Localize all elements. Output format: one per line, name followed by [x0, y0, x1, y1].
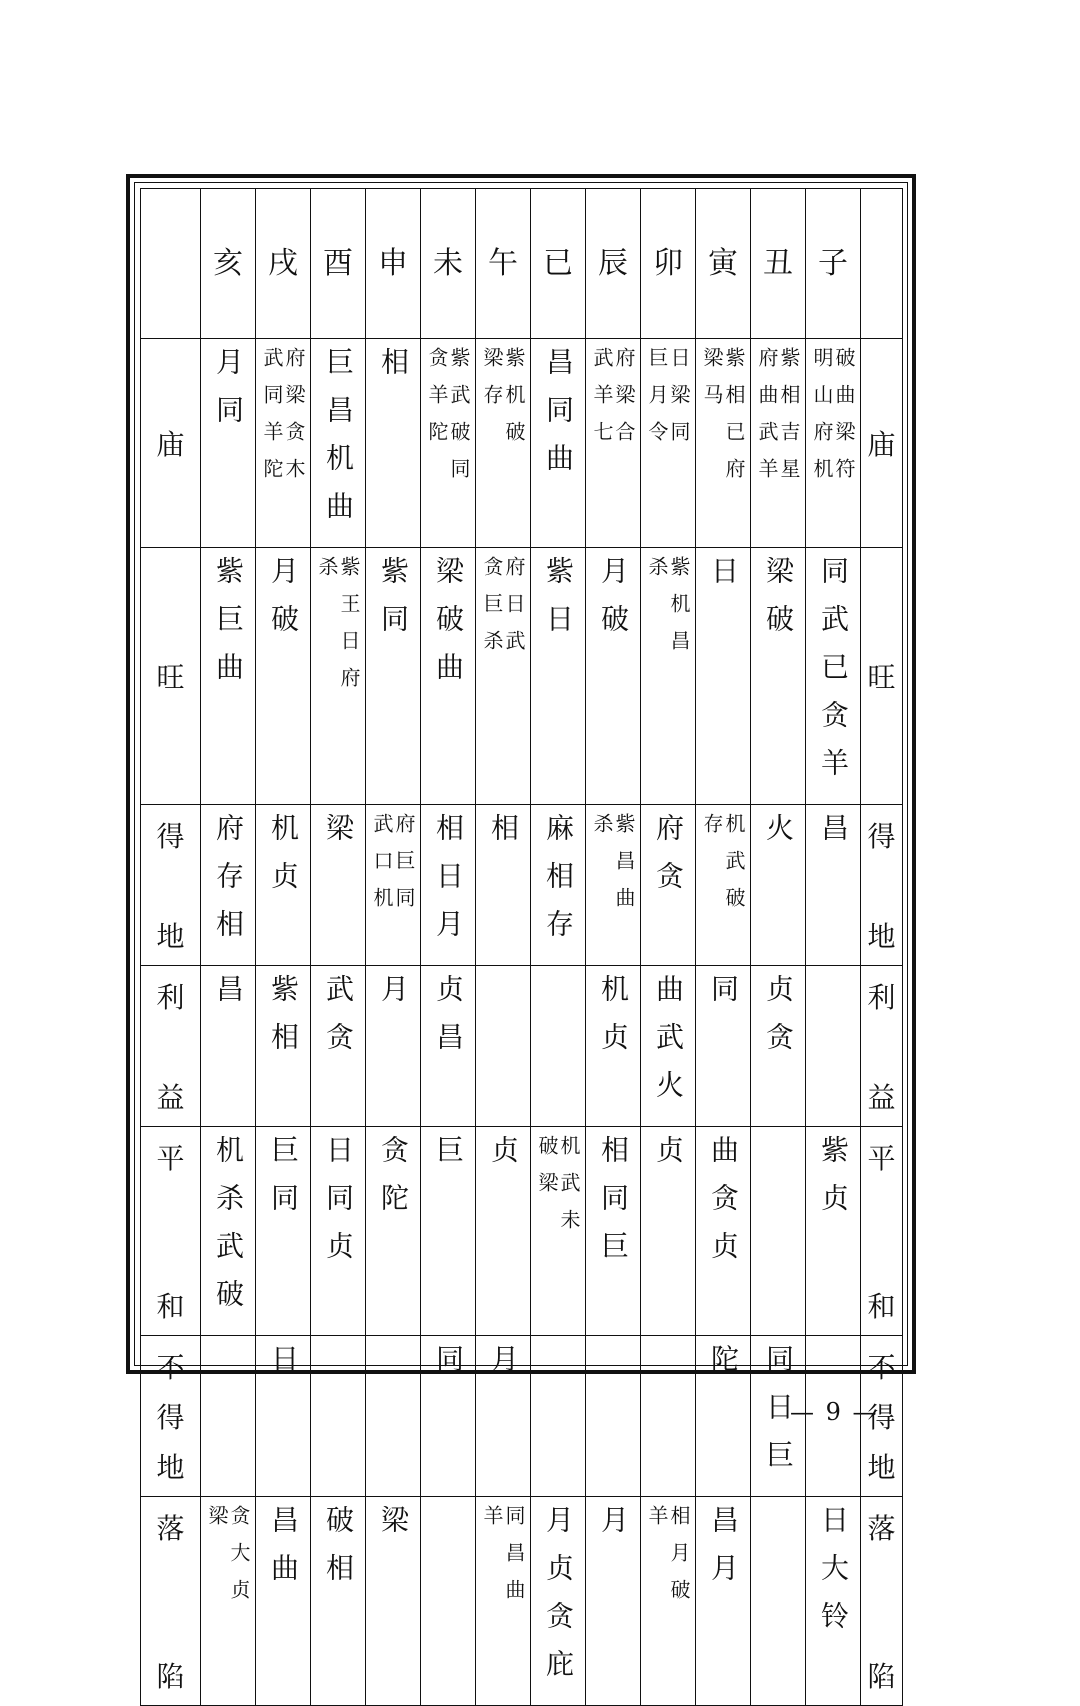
table-cell [806, 966, 861, 1127]
table-cell [751, 548, 806, 805]
row-label-cell [141, 1127, 201, 1336]
row-label-cell [861, 1127, 903, 1336]
cell-text: 昌同曲 [542, 347, 575, 491]
row-label-char: 陷 [867, 1660, 896, 1693]
cell-text: 日同贞 [322, 1135, 355, 1279]
cell-text: 麻相存 [542, 813, 575, 957]
cell-text: 贪巨杀 [480, 556, 504, 667]
table-cell [641, 548, 696, 805]
row-label [861, 966, 902, 1126]
cell-text: 紫机昌 [667, 556, 691, 667]
row-label-char: 庙 [156, 428, 185, 461]
cell-text: 杀 [645, 556, 669, 593]
cell-text: 梁破曲 [432, 556, 465, 700]
table-cell [476, 548, 531, 805]
table-cell [641, 966, 696, 1127]
row-label-char: 利 [867, 981, 896, 1014]
table-cell [696, 339, 751, 548]
branch-header: 亥 [201, 189, 256, 339]
table-cell [476, 1127, 531, 1336]
cell-text: 羊 [480, 1505, 504, 1542]
cell-text: 梁 [322, 813, 355, 861]
row-label-cell [141, 966, 201, 1127]
row-label [141, 805, 200, 965]
row-label-char: 和 [867, 1290, 896, 1323]
cell-text: 武贪 [322, 974, 355, 1070]
cell-text: 同 [432, 1344, 465, 1392]
cell-text: 存 [700, 813, 724, 850]
table-cell [476, 966, 531, 1127]
cell-text: 同日巨 [762, 1344, 795, 1488]
table-cell [421, 1497, 476, 1706]
row-label-cell [861, 805, 903, 966]
cell-text: 府曲武羊 [755, 347, 779, 495]
row-label-char: 旺 [867, 661, 896, 694]
table-row [141, 966, 903, 1127]
cell-text: 杀 [315, 556, 339, 593]
cell-text: 梁 [205, 1505, 229, 1542]
cell-text: 紫相 [267, 974, 300, 1070]
cell-text: 紫日 [542, 556, 575, 652]
row-label-char: 平 [867, 1142, 896, 1175]
row-label-char: 地 [156, 1451, 185, 1484]
cell-text: 紫同 [377, 556, 410, 652]
cell-text: 机贞 [267, 813, 300, 909]
table-cell [421, 1127, 476, 1336]
row-label [861, 1127, 902, 1335]
cell-text: 紫贞 [817, 1135, 850, 1231]
row-label [141, 966, 200, 1126]
row-label-char: 得 [867, 820, 896, 853]
row-label [141, 1336, 200, 1496]
table-cell [806, 339, 861, 548]
cell-text: 巨同 [267, 1135, 300, 1231]
cell-text: 昌曲 [267, 1505, 300, 1601]
table-cell [476, 1336, 531, 1497]
table-cell [256, 548, 311, 805]
cell-text: 昌月 [707, 1505, 740, 1601]
table-cell [641, 805, 696, 966]
cell-text: 月贞贪庇 [542, 1505, 575, 1697]
table-cell [256, 339, 311, 548]
table-cell [421, 548, 476, 805]
table-cell [311, 1497, 366, 1706]
table-row [141, 1336, 903, 1497]
table-cell [696, 805, 751, 966]
table-cell [256, 1127, 311, 1336]
cell-text: 府贪 [652, 813, 685, 909]
row-label-char: 落 [867, 1512, 896, 1545]
cell-text: 月破 [267, 556, 300, 652]
table-cell [366, 1497, 421, 1706]
cell-text: 月 [377, 974, 410, 1022]
table-cell [641, 1497, 696, 1706]
table-cell [421, 805, 476, 966]
row-label-char: 地 [867, 1451, 896, 1484]
table-cell [256, 966, 311, 1127]
cell-text: 羊 [645, 1505, 669, 1542]
row-label-char: 不 [867, 1351, 896, 1384]
branch-header: 申 [366, 189, 421, 339]
cell-text: 同武已贪羊 [817, 556, 850, 796]
row-label-cell [141, 339, 201, 548]
cell-text: 杀 [590, 813, 614, 850]
table-cell [531, 805, 586, 966]
cell-text: 梁 [377, 1505, 410, 1553]
cell-text: 相日月 [432, 813, 465, 957]
cell-text: 同 [707, 974, 740, 1022]
table-cell [311, 966, 366, 1127]
cell-text: 陀 [707, 1344, 740, 1392]
table-cell [421, 339, 476, 548]
cell-text: 破相 [322, 1505, 355, 1601]
table-cell [421, 966, 476, 1127]
table-cell [696, 548, 751, 805]
row-label [141, 1127, 200, 1335]
cell-text: 日大铃 [817, 1505, 850, 1649]
cell-text: 府梁合 [612, 347, 636, 458]
cell-text: 月破 [597, 556, 630, 652]
row-label-char: 旺 [156, 661, 185, 694]
table-frame [126, 174, 916, 1697]
table-cell [201, 1336, 256, 1497]
cell-text: 昌 [212, 974, 245, 1022]
cell-text: 紫相已府 [722, 347, 746, 495]
table-cell [366, 1336, 421, 1497]
table-cell [586, 339, 641, 548]
table-cell [696, 1336, 751, 1497]
cell-text: 紫王日府 [337, 556, 361, 704]
table-cell [806, 1497, 861, 1706]
cell-text: 武口机 [370, 813, 394, 924]
cell-text: 贞昌 [432, 974, 465, 1070]
table-cell [366, 1127, 421, 1336]
cell-text: 贪羊陀 [425, 347, 449, 458]
table-cell [806, 805, 861, 966]
table-cell [641, 1336, 696, 1497]
table-cell [751, 805, 806, 966]
row-label-cell [141, 805, 201, 966]
cell-text: 月 [487, 1344, 520, 1392]
table-cell [751, 1497, 806, 1706]
cell-text: 日 [267, 1344, 300, 1392]
cell-text: 曲武火 [652, 974, 685, 1118]
branch-header: 午 [476, 189, 531, 339]
table-cell [476, 805, 531, 966]
table-cell [586, 1497, 641, 1706]
cell-text: 相月破 [667, 1505, 691, 1616]
table-cell [311, 339, 366, 548]
table-cell [586, 966, 641, 1127]
table-cell [531, 1497, 586, 1706]
cell-text: 月同 [212, 347, 245, 443]
row-label-char: 利 [156, 981, 185, 1014]
table-cell [806, 548, 861, 805]
row-label-char: 和 [156, 1290, 185, 1323]
cell-text: 紫昌曲 [612, 813, 636, 924]
table-cell [751, 1127, 806, 1336]
row-label [861, 1497, 902, 1705]
row-label [141, 1497, 200, 1705]
table-cell [531, 966, 586, 1127]
row-label-char: 得 [156, 1401, 185, 1434]
cell-text: 同昌曲 [502, 1505, 526, 1616]
cell-text: 火 [762, 813, 795, 861]
row-label-char: 得 [156, 820, 185, 853]
cell-text: 昌 [817, 813, 850, 861]
cell-text: 府巨同 [392, 813, 416, 924]
table-row [141, 805, 903, 966]
branch-header: 酉 [311, 189, 366, 339]
cell-text: 紫相吉星 [777, 347, 801, 495]
table-cell [586, 1336, 641, 1497]
table-cell [311, 548, 366, 805]
row-label-char: 庙 [867, 428, 896, 461]
row-label-char: 地 [867, 920, 896, 953]
cell-text: 曲贪贞 [707, 1135, 740, 1279]
cell-text: 巨 [432, 1135, 465, 1183]
table-cell [311, 805, 366, 966]
table-cell [366, 548, 421, 805]
cell-text: 月 [597, 1505, 630, 1553]
row-label-cell [861, 339, 903, 548]
table-cell [256, 1336, 311, 1497]
row-label-char: 益 [156, 1081, 185, 1114]
cell-text: 巨昌机曲 [322, 347, 355, 539]
branch-header: 寅 [696, 189, 751, 339]
table-cell [366, 966, 421, 1127]
header-row [141, 189, 903, 339]
cell-text: 紫武破同 [447, 347, 471, 495]
table-cell [531, 548, 586, 805]
cell-text: 贞 [652, 1135, 685, 1183]
table-cell [366, 339, 421, 548]
cell-text: 破梁 [535, 1135, 559, 1209]
cell-text: 相 [377, 347, 410, 395]
cell-text: 贪大贞 [227, 1505, 251, 1616]
cell-text: 机武破 [722, 813, 746, 924]
table-cell [696, 1497, 751, 1706]
cell-text: 相同巨 [597, 1135, 630, 1279]
row-label-cell [141, 548, 201, 805]
row-label-char: 落 [156, 1512, 185, 1545]
table-cell [641, 1127, 696, 1336]
branch-header: 已 [531, 189, 586, 339]
row-label [861, 805, 902, 965]
row-label [141, 548, 200, 804]
page-number: — 9 — [790, 1398, 879, 1426]
row-label [861, 548, 902, 804]
branch-header: 丑 [751, 189, 806, 339]
row-label-cell [861, 966, 903, 1127]
cell-text: 巨月令 [645, 347, 669, 458]
table-cell [311, 1336, 366, 1497]
cell-text: 明山府机 [810, 347, 834, 495]
table-cell [586, 1127, 641, 1336]
cell-text: 梁马 [700, 347, 724, 421]
branch-header: 戌 [256, 189, 311, 339]
cell-text: 贞 [487, 1135, 520, 1183]
table-cell [751, 966, 806, 1127]
row-label [141, 339, 200, 547]
table-cell [311, 1127, 366, 1336]
cell-text: 武羊七 [590, 347, 614, 458]
row-label-cell [141, 1336, 201, 1497]
table-cell [201, 339, 256, 548]
table-cell [641, 339, 696, 548]
table-row [141, 548, 903, 805]
row-label-cell [861, 1497, 903, 1706]
table-cell [806, 1127, 861, 1336]
row-label [861, 339, 902, 547]
table-row [141, 1497, 903, 1706]
table-cell [476, 1497, 531, 1706]
table-cell [201, 1497, 256, 1706]
branch-header: 未 [421, 189, 476, 339]
cell-text: 武同羊陀 [260, 347, 284, 495]
cell-text: 紫机破 [502, 347, 526, 458]
star-brightness-table [140, 188, 903, 1706]
cell-text: 贞贪 [762, 974, 795, 1070]
table-cell [696, 966, 751, 1127]
cell-text: 府存相 [212, 813, 245, 957]
row-label-char: 陷 [156, 1660, 185, 1693]
branch-header: 辰 [586, 189, 641, 339]
row-label-char: 得 [867, 1401, 896, 1434]
table-cell [531, 1336, 586, 1497]
cell-text: 机杀武破 [212, 1135, 245, 1327]
table-cell [256, 805, 311, 966]
row-label-cell [141, 1497, 201, 1706]
table-row [141, 339, 903, 548]
cell-text: 日梁同 [667, 347, 691, 458]
table-cell [586, 548, 641, 805]
table-cell [201, 1127, 256, 1336]
cell-text: 府日武 [502, 556, 526, 667]
corner-cell-left [141, 189, 201, 339]
table-cell [476, 339, 531, 548]
branch-header: 卯 [641, 189, 696, 339]
table-cell [696, 1127, 751, 1336]
table-cell [201, 805, 256, 966]
cell-text: 相 [487, 813, 520, 861]
row-label-cell [861, 548, 903, 805]
corner-cell-right [861, 189, 903, 339]
cell-text: 机武未 [557, 1135, 581, 1246]
cell-text: 府梁贪木 [282, 347, 306, 495]
row-label-char: 不 [156, 1351, 185, 1384]
table-cell [421, 1336, 476, 1497]
row-label-char: 平 [156, 1142, 185, 1175]
table-cell [201, 548, 256, 805]
table-cell [751, 339, 806, 548]
cell-text: 梁存 [480, 347, 504, 421]
table-row [141, 1127, 903, 1336]
branch-header: 子 [806, 189, 861, 339]
table-cell [586, 805, 641, 966]
cell-text: 梁破 [762, 556, 795, 652]
cell-text: 破曲梁符 [832, 347, 856, 495]
table-cell [531, 339, 586, 548]
cell-text: 机贞 [597, 974, 630, 1070]
cell-text: 紫巨曲 [212, 556, 245, 700]
cell-text: 贪陀 [377, 1135, 410, 1231]
table-cell [531, 1127, 586, 1336]
table-cell [201, 966, 256, 1127]
table-cell [366, 805, 421, 966]
row-label-char: 益 [867, 1081, 896, 1114]
table-cell [256, 1497, 311, 1706]
row-label-char: 地 [156, 920, 185, 953]
cell-text: 日 [707, 556, 740, 604]
